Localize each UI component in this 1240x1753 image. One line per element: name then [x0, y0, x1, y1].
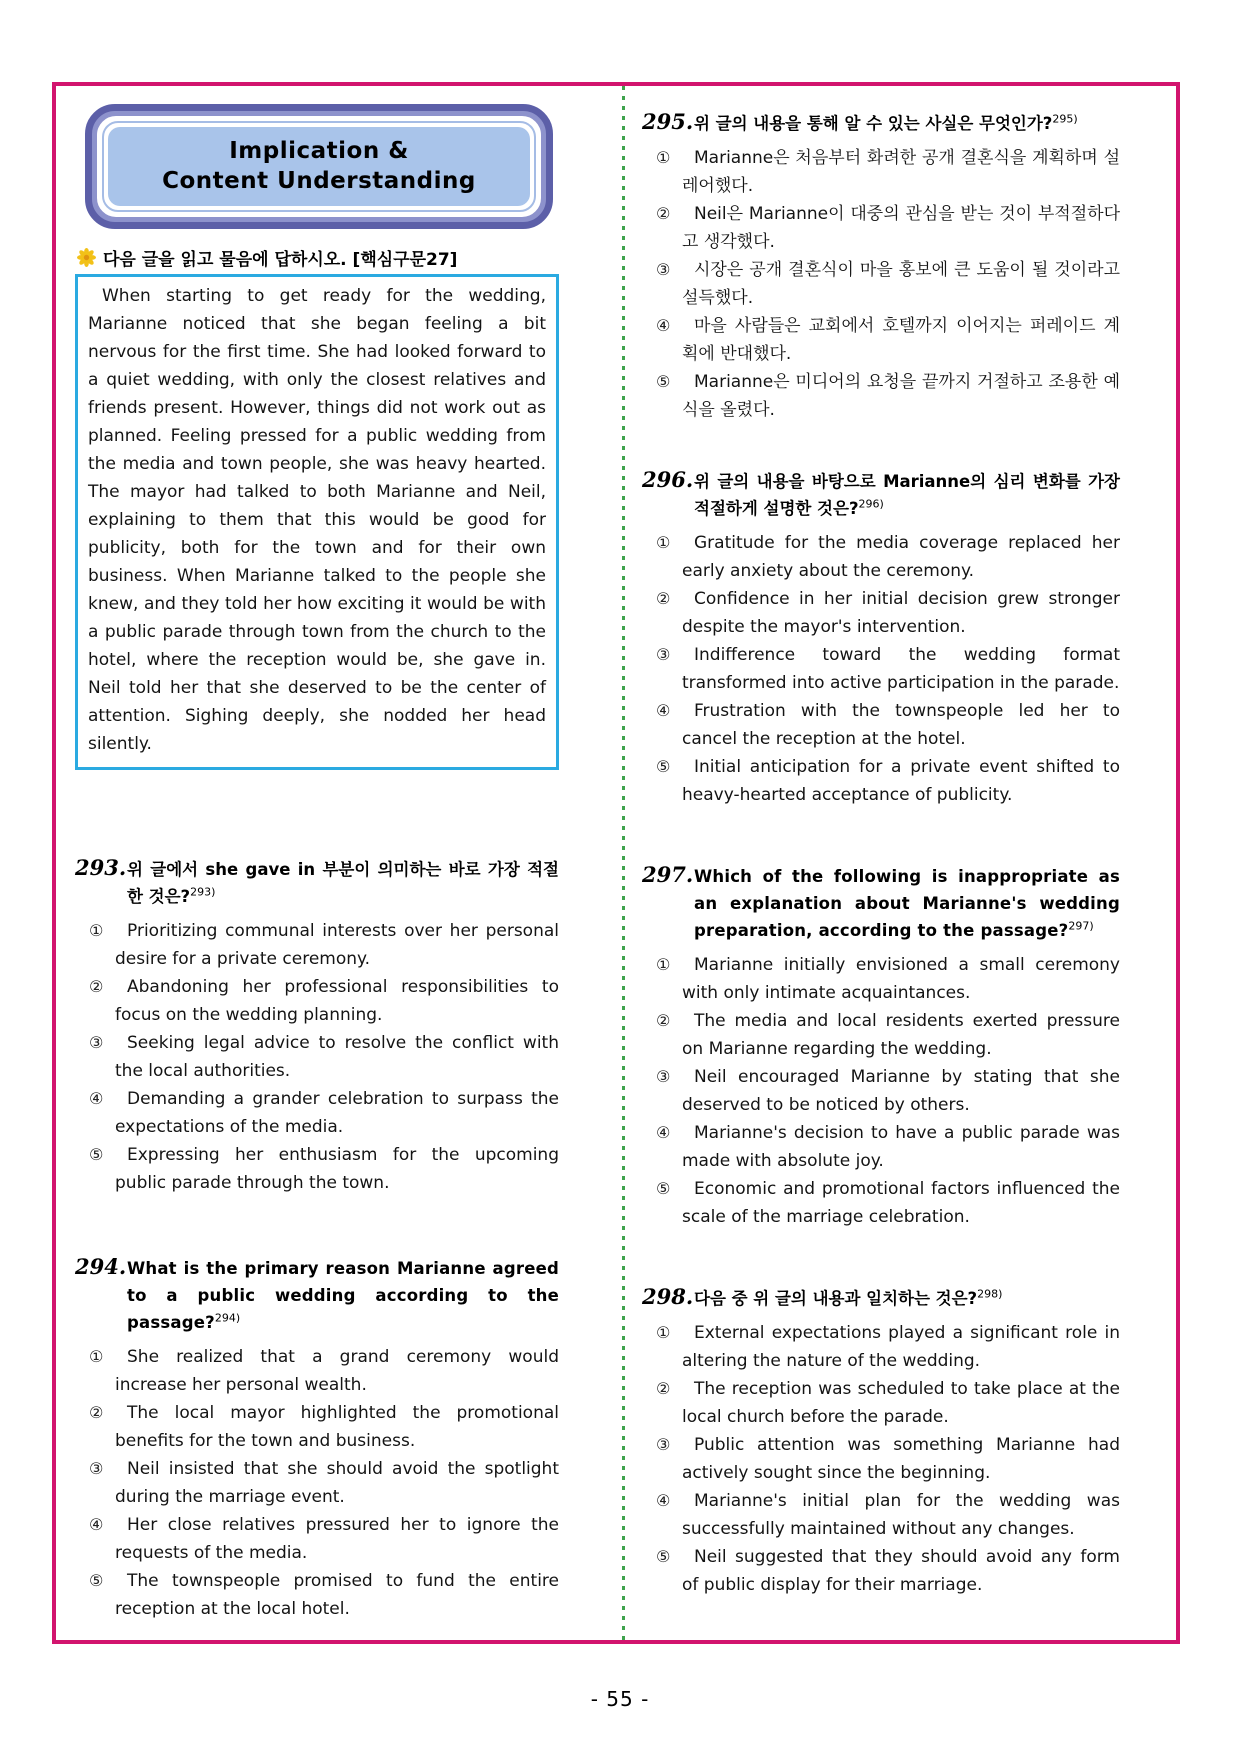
options-list	[642, 529, 1120, 809]
option-number-icon: ②	[656, 1379, 671, 1398]
option-text: Initial anticipation for a private event shifted to heavy-hearted acceptance of publicity.	[682, 757, 1120, 805]
question-footnote-ref: 293)	[190, 885, 216, 899]
option-text: Seeking legal advice to resolve the conflict with the local authorities.	[115, 1033, 559, 1081]
question-295-option-3	[642, 256, 1120, 312]
option-number-icon: ④	[656, 701, 671, 720]
question-294-option-4	[75, 1511, 559, 1567]
question-number: 294.	[75, 1254, 127, 1279]
question-297-option-5	[642, 1175, 1120, 1231]
option-text: Marianne's decision to have a public parade was made with absolute joy.	[682, 1123, 1120, 1171]
instruction-sentence: 다음 글을 읽고 물음에 답하시오.	[103, 250, 347, 270]
option-text: Her close relatives pressured her to ignore the requests of the media.	[115, 1515, 559, 1563]
options-list	[642, 951, 1120, 1231]
option-number-icon: ④	[656, 316, 671, 335]
option-number-icon: ③	[656, 645, 671, 664]
option-text: Indifference toward the wedding format transformed into active participation in the parade.	[682, 645, 1120, 693]
question-header	[642, 863, 1120, 944]
question-294-option-1	[75, 1343, 559, 1399]
question-293-option-5	[75, 1141, 559, 1197]
chapter-title-fill	[108, 127, 530, 206]
question-number: 298.	[642, 1284, 694, 1309]
option-text: 마을 사람들은 교회에서 호텔까지 이어지는 퍼레이드 계획에 반대했다.	[682, 316, 1120, 364]
instruction-tag: [핵심구문27]	[352, 250, 458, 270]
question-footnote-ref: 294)	[214, 1311, 241, 1325]
question-stem-text: 위 글의 내용을 통해 알 수 있는 사실은 무엇인가?	[694, 114, 1053, 133]
option-number-icon: ②	[656, 1011, 671, 1030]
option-text: Confidence in her initial decision grew stronger despite the mayor's intervention.	[682, 589, 1120, 637]
option-text: Neil은 Marianne이 대중의 관심을 받는 것이 부적절하다고 생각했다.	[682, 204, 1120, 252]
question-295-option-4	[642, 312, 1120, 368]
page-number: - 55 -	[590, 1687, 650, 1711]
option-text: Marianne은 미디어의 요청을 끝까지 거절하고 조용한 예식을 올렸다.	[682, 372, 1120, 420]
option-number-icon: ③	[89, 1033, 104, 1052]
chapter-title-box	[85, 104, 553, 229]
option-number-icon: ⑤	[89, 1571, 104, 1590]
chapter-title	[112, 136, 526, 196]
option-text: Marianne initially envisioned a small ceremony with only intimate acquaintances.	[682, 955, 1120, 1003]
question-header	[75, 1255, 559, 1336]
option-number-icon: ①	[656, 148, 671, 167]
question-stem	[694, 114, 1078, 133]
option-number-icon: ①	[89, 1347, 104, 1366]
question-293-option-4	[75, 1085, 559, 1141]
option-number-icon: ②	[89, 977, 104, 996]
option-number-icon: ④	[656, 1491, 671, 1510]
options-list	[642, 144, 1120, 424]
question-stem-text: 다음 중 위 글의 내용과 일치하는 것은?	[694, 1289, 978, 1308]
option-number-icon: ⑤	[656, 757, 671, 776]
option-number-icon: ②	[656, 204, 671, 223]
options-list	[75, 917, 559, 1197]
option-number-icon: ⑤	[89, 1145, 104, 1164]
option-number-icon: ④	[89, 1515, 104, 1534]
option-text: Gratitude for the media coverage replaced her early anxiety about the ceremony.	[682, 533, 1120, 581]
question-295	[642, 110, 1120, 424]
question-footnote-ref: 296)	[858, 497, 884, 511]
question-stem	[127, 860, 559, 906]
chapter-title-ring-outer	[94, 113, 544, 220]
question-header	[642, 468, 1120, 522]
question-number: 296.	[642, 467, 694, 492]
option-number-icon: ②	[656, 589, 671, 608]
question-header	[642, 110, 1120, 137]
question-295-option-5	[642, 368, 1120, 424]
question-297-option-2	[642, 1007, 1120, 1063]
question-297-option-3	[642, 1063, 1120, 1119]
option-text: She realized that a grand ceremony would increase her personal wealth.	[115, 1347, 559, 1395]
question-296-option-3	[642, 641, 1120, 697]
question-stem	[694, 1289, 1002, 1308]
question-stem-text: 위 글에서 she gave in 부분이 의미하는 바로 가장 적절한 것은?	[127, 860, 559, 906]
question-294-option-2	[75, 1399, 559, 1455]
question-298-option-2	[642, 1375, 1120, 1431]
question-296-option-5	[642, 753, 1120, 809]
question-number: 297.	[642, 862, 694, 887]
option-number-icon: ②	[89, 1403, 104, 1422]
option-number-icon: ①	[656, 955, 671, 974]
chapter-title-line2: Content Understanding	[162, 168, 476, 194]
option-text: The media and local residents exerted pressure on Marianne regarding the wedding.	[682, 1011, 1120, 1059]
option-number-icon: ③	[656, 1067, 671, 1086]
question-stem	[694, 867, 1120, 940]
option-text: Neil suggested that they should avoid any form of public display for their marriage.	[682, 1547, 1120, 1595]
option-number-icon: ④	[89, 1089, 104, 1108]
column-divider	[622, 86, 625, 1640]
option-number-icon: ④	[656, 1123, 671, 1142]
option-text: Abandoning her professional responsibilities to focus on the wedding planning.	[115, 977, 559, 1025]
question-298	[642, 1285, 1120, 1599]
question-295-option-2	[642, 200, 1120, 256]
question-296	[642, 468, 1120, 809]
chapter-title-line1: Implication &	[229, 138, 409, 164]
option-number-icon: ⑤	[656, 1179, 671, 1198]
question-298-option-5	[642, 1543, 1120, 1599]
option-text: The local mayor highlighted the promotional benefits for the town and business.	[115, 1403, 559, 1451]
option-text: 시장은 공개 결혼식이 마을 홍보에 큰 도움이 될 것이라고 설득했다.	[682, 260, 1120, 308]
question-294-option-5	[75, 1567, 559, 1623]
passage-box	[75, 274, 559, 770]
question-footnote-ref: 295)	[1052, 112, 1078, 126]
option-text: The reception was scheduled to take place at the local church before the parade.	[682, 1379, 1120, 1427]
question-298-option-4	[642, 1487, 1120, 1543]
chapter-title-ring-inner	[102, 121, 536, 212]
option-number-icon: ⑤	[656, 372, 671, 391]
question-297-option-1	[642, 951, 1120, 1007]
question-header	[75, 856, 559, 910]
option-text: Marianne은 처음부터 화려한 공개 결혼식을 계획하며 설레어했다.	[682, 148, 1120, 196]
question-footnote-ref: 297)	[1068, 919, 1094, 933]
question-stem	[127, 1259, 559, 1332]
question-298-option-1	[642, 1319, 1120, 1375]
question-297-option-4	[642, 1119, 1120, 1175]
page-border	[52, 82, 1180, 1644]
option-number-icon: ⑤	[656, 1547, 671, 1566]
question-293-option-1	[75, 917, 559, 973]
question-header	[642, 1285, 1120, 1312]
question-number: 293.	[75, 855, 127, 880]
option-text: Neil encouraged Marianne by stating that she deserved to be noticed by others.	[682, 1067, 1120, 1115]
option-text: Economic and promotional factors influenced the scale of the marriage celebration.	[682, 1179, 1120, 1227]
question-297	[642, 863, 1120, 1231]
question-293-option-3	[75, 1029, 559, 1085]
question-footnote-ref: 298)	[977, 1287, 1003, 1301]
option-text: Marianne's initial plan for the wedding was successfully maintained without any changes.	[682, 1491, 1120, 1539]
option-text: The townspeople promised to fund the entire reception at the local hotel.	[115, 1571, 559, 1619]
instruction-text	[103, 245, 457, 270]
question-296-option-4	[642, 697, 1120, 753]
passage-text: When starting to get ready for the wedding, Marianne noticed that she began feeling a bit nervous for the first time. She had looked forward to a quiet wedding, with only the closest relatives and friends present. However, things did not work out as planned. Feeling pressed for a public wedding from the media and town people, she was heavy hearted. The mayor had talked to both Marianne and Neil, explaining to them that this would be good for publicity, both for the town and for their own business. When Marianne talked to the people she knew, and they told her how exciting it would be with a public parade through town from the church to the hotel, where the reception would be, she gave in. Neil told her that she deserved to be the center of attention. Sighing deeply, she nodded her head silently.	[88, 286, 546, 754]
question-293	[75, 856, 559, 1197]
options-list	[642, 1319, 1120, 1599]
option-number-icon: ③	[656, 260, 671, 279]
question-296-option-2	[642, 585, 1120, 641]
question-stem-text: Which of the following is inappropriate as an explanation about Marianne's wedding preparation, according to the passage?	[694, 867, 1120, 940]
question-296-option-1	[642, 529, 1120, 585]
question-stem-text: What is the primary reason Marianne agreed to a public wedding according to the passage?	[127, 1259, 559, 1332]
question-295-option-1	[642, 144, 1120, 200]
option-text: Prioritizing communal interests over her personal desire for a private ceremony.	[115, 921, 559, 969]
options-list	[75, 1343, 559, 1623]
option-text: Neil insisted that she should avoid the spotlight during the marriage event.	[115, 1459, 559, 1507]
question-stem-text: 위 글의 내용을 바탕으로 Marianne의 심리 변화를 가장 적절하게 설명한 것은?	[694, 472, 1120, 518]
option-text: Expressing her enthusiasm for the upcoming public parade through the town.	[115, 1145, 559, 1193]
question-294-option-3	[75, 1455, 559, 1511]
option-text: Public attention was something Marianne had actively sought since the beginning.	[682, 1435, 1120, 1483]
question-294	[75, 1255, 559, 1623]
option-number-icon: ①	[89, 921, 104, 940]
left-column	[75, 86, 559, 1623]
option-number-icon: ③	[656, 1435, 671, 1454]
question-number: 295.	[642, 109, 694, 134]
flower-icon	[77, 248, 96, 267]
instruction-line	[77, 245, 559, 270]
question-293-option-2	[75, 973, 559, 1029]
option-text: Demanding a grander celebration to surpass the expectations of the media.	[115, 1089, 559, 1137]
question-298-option-3	[642, 1431, 1120, 1487]
option-number-icon: ③	[89, 1459, 104, 1478]
option-number-icon: ①	[656, 1323, 671, 1342]
right-column	[642, 86, 1120, 1599]
question-stem	[694, 472, 1120, 518]
option-number-icon: ①	[656, 533, 671, 552]
option-text: External expectations played a significant role in altering the nature of the wedding.	[682, 1323, 1120, 1371]
option-text: Frustration with the townspeople led her to cancel the reception at the hotel.	[682, 701, 1120, 749]
